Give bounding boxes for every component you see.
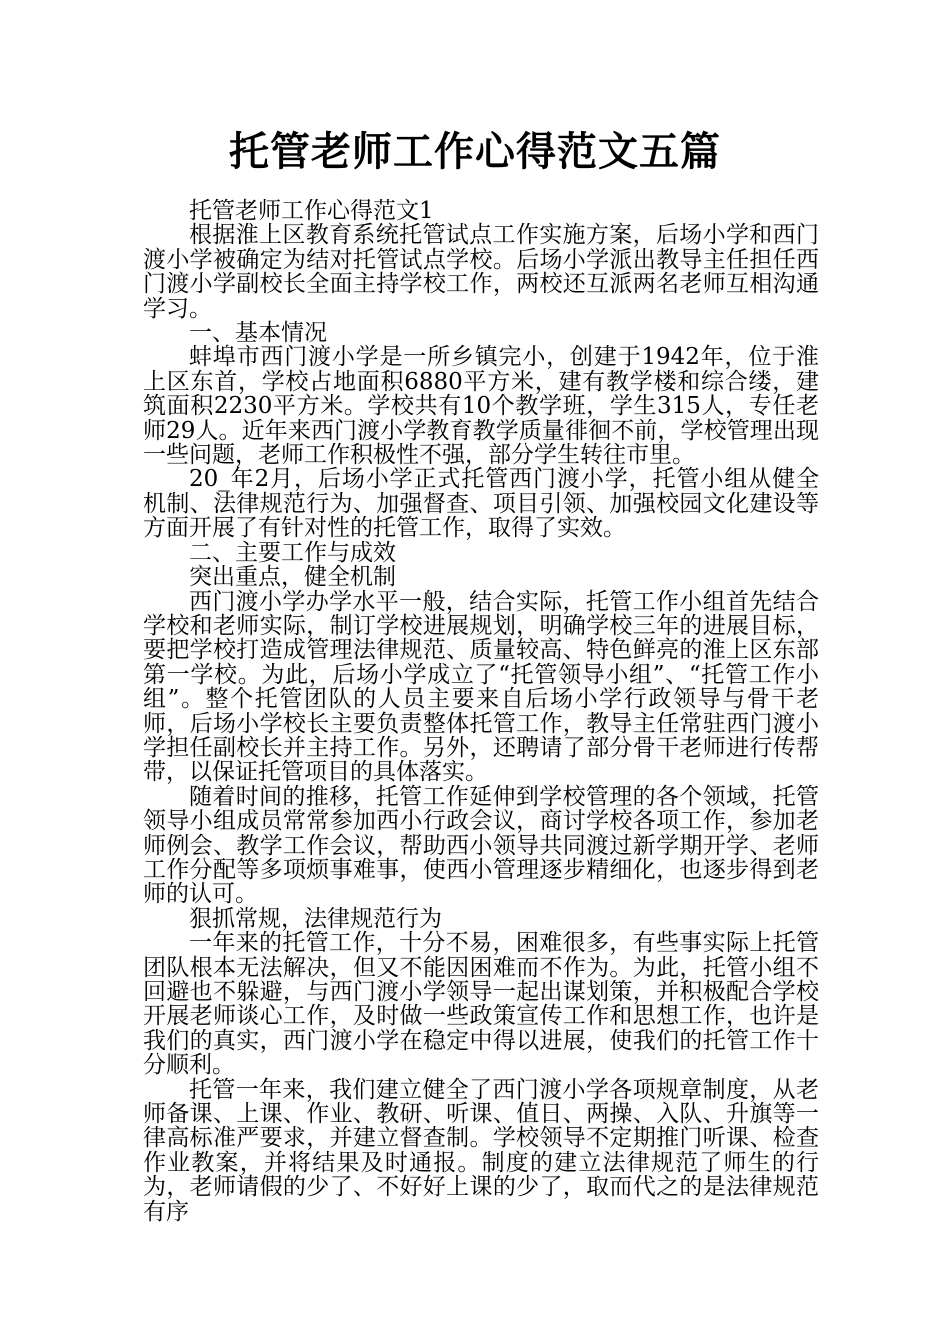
paragraph-school-profile: 蚌埠市西门渡小学是一所乡镇完小，创建于1942年，位于淮上区东首，学校占地面积6880平方米，建有教学楼和综合缕，建筑面积2230平方米。学校共有10个教学班，学生315人，专任老师29人。近年来西门渡小学教育教学质量徘徊不前，学校管理出现一些问题，老师工作积极性不强，部分学生转往市里。 [143, 344, 819, 469]
section-heading-basic-situation: 一、基本情况 [189, 320, 327, 347]
subheading-key-mechanism: 突出重点，健全机制 [189, 564, 396, 591]
paragraph-management: 随着时间的推移，托管工作延伸到学校管理的各个领域，托管领导小组成员常常参加西小行政会议，商讨学校各项工作，参加老师例会、教学工作会议，帮助西小领导共同渡过新学期开学、老师工作分配等多项烦事难事，使西小管理逐步精细化，也逐步得到老师的认可。 [143, 783, 819, 908]
paragraph-intro: 根据淮上区教育系统托管试点工作实施方案，后场小学和西门渡小学被确定为结对托管试点学校。后场小学派出教导主任担任西门渡小学副校长全面主持学校工作，两校还互派两名老师互相沟通学习。 [143, 222, 819, 322]
paragraph-planning: 西门渡小学办学水平一般，结合实际，托管工作小组首先结合学校和老师实际，制订学校进展规划，明确学校三年的进展目标，要把学校打造成管理法律规范、质量较高、特色鲜亮的淮上区东部第一学校。为此，后场小学成立了“托管领导小组”、“托管工作小组”。整个托管团队的人员主要来自后场小学行政领导与骨干老师，后场小学校长主要负责整体托管工作，教导主任常驻西门渡小学担任副校长并主持工作。另外，还聘请了部分骨干老师进行传帮带，以保证托管项目的具体落实。 [143, 588, 819, 786]
paragraph-heading-essay-1: 托管老师工作心得范文1 [189, 198, 434, 224]
section-heading-main-work: 二、主要工作与成效 [189, 539, 396, 566]
document-title: 托管老师工作心得范文五篇 [229, 129, 721, 175]
paragraph-rules: 托管一年来，我们建立健全了西门渡小学各项规章制度，从老师备课、上课、作业、教研、听课、值日、两操、入队、升旗等一律高标准严要求，并建立督查制。学校领导不定期推门听课、检查作业教案，并将结果及时通报。制度的建立法律规范了师生的行为，老师请假的少了、不好好上课的少了，取而代之的是法律规范有序 [143, 1076, 819, 1225]
subheading-regulations: 狠抓常规，法律规范行为 [189, 905, 442, 932]
document-body [143, 199, 819, 1224]
paragraph-takeover: 20_年2月，后场小学正式托管西门渡小学，托管小组从健全机制、法律规范行为、加强督查、项目引领、加强校园文化建设等方面开展了有针对性的托管工作，取得了实效。 [143, 466, 819, 542]
paragraph-difficulties: 一年来的托管工作，十分不易，困难很多，有些事实际上托管团队根本无法解决，但又不能因困难而不作为。为此，托管小组不回避也不躲避，与西门渡小学领导一起出谋划策，并积极配合学校开展老师谈心工作，及时做一些政策宣传工作和思想工作，也许是我们的真实，西门渡小学在稳定中得以进展，使我们的托管工作十分顺利。 [143, 930, 819, 1079]
